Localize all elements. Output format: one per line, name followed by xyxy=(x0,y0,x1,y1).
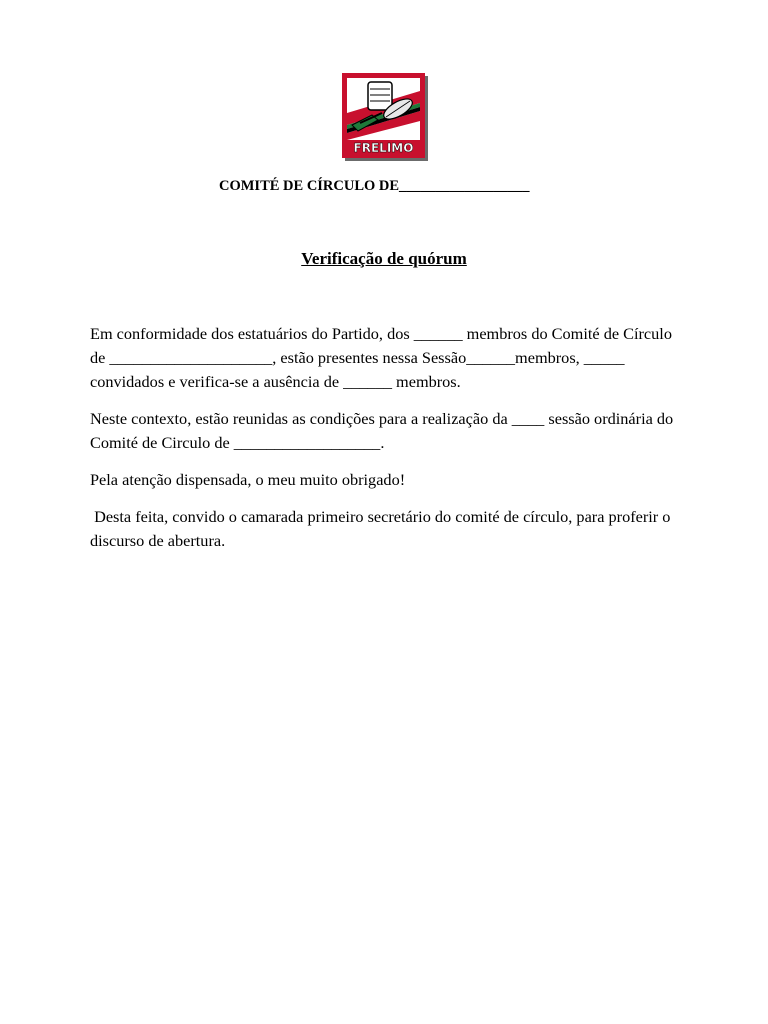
paragraph-invitation: Desta feita, convido o camarada primeiro secretário do comité de círculo, para proferir o discurso de abertura. xyxy=(90,507,675,550)
committee-heading: COMITÉ DE CÍRCULO DE__________________ xyxy=(219,178,530,194)
frelimo-logo xyxy=(342,73,428,161)
document-title xyxy=(0,249,768,269)
paragraph-quorum: Em conformidade dos estatuários do Partido, dos ______ membros do Comité de Círculo de ____________________, estão presentes nessa Sessão______membros, _____ convidados e verifica-se a ausência de ______ membros. xyxy=(90,324,672,391)
paragraph-context: Neste contexto, estão reunidas as condições para a realização da ____ sessão ordinária do Comité de Circulo de __________________. xyxy=(90,409,674,452)
logo-text: FRELIMO xyxy=(353,141,414,155)
paragraph-thanks: Pela atenção dispensada, o meu muito obrigado! xyxy=(90,470,406,489)
document-body xyxy=(90,322,690,566)
title-text: Verificação de quórum xyxy=(301,249,467,268)
